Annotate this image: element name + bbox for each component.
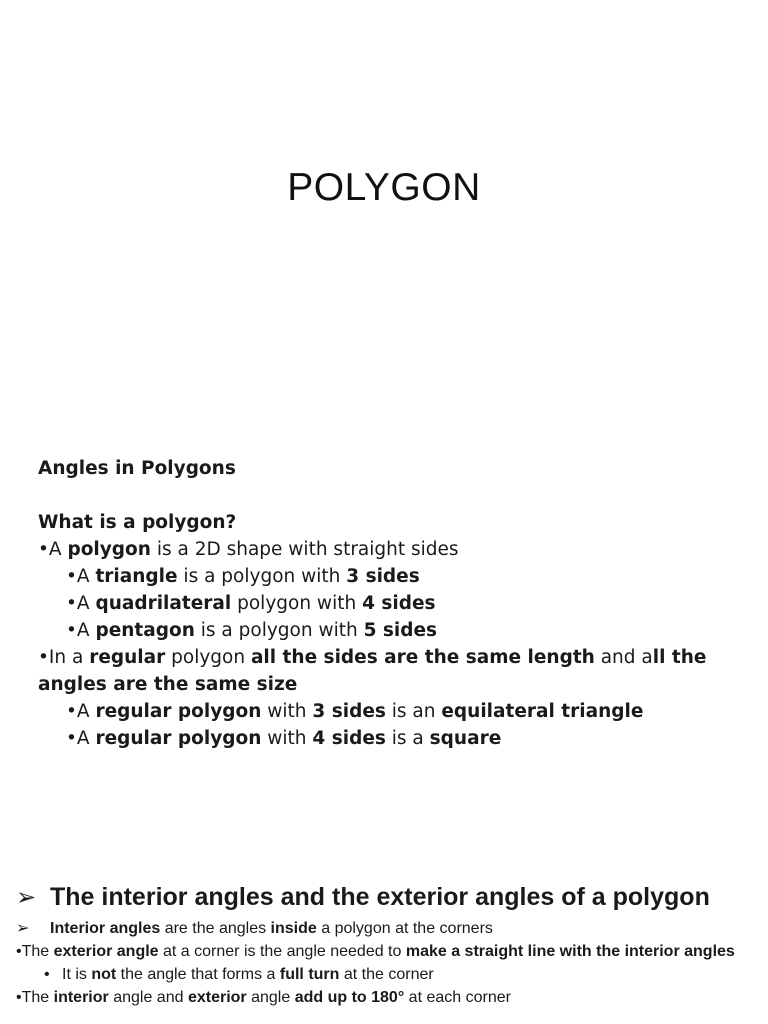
bold-text-segment: exterior angle — [53, 943, 159, 960]
text-segment: with — [261, 701, 313, 722]
bold-text-segment: interior — [53, 989, 109, 1006]
text-segment: •A — [66, 593, 96, 614]
bold-text-segment: add up to 180° — [294, 989, 405, 1006]
spacer — [38, 482, 753, 509]
bold-text-segment: 3 sides — [312, 701, 386, 722]
bold-text-segment: 3 sides — [346, 566, 420, 587]
text-segment: •A — [66, 701, 96, 722]
bold-text-segment: 5 sides — [363, 620, 438, 641]
text-segment: is a — [385, 728, 430, 749]
equilateral-triangle-line — [38, 698, 753, 725]
text-segment: is an — [385, 701, 442, 722]
text-segment: and a — [594, 647, 653, 668]
bold-text-segment: regular polygon — [95, 701, 262, 722]
text-segment: It is — [62, 966, 92, 983]
text-segment: the angle that forms a — [116, 966, 280, 983]
text-segment: is a polygon with — [194, 620, 364, 641]
angles-section — [16, 878, 756, 1009]
arrow-bullet-icon: ➢ — [16, 920, 30, 937]
arrow-bullet-icon: ➢ — [16, 884, 37, 911]
text-segment: is a polygon with — [177, 566, 347, 587]
bold-text-segment: all the sides are the same length — [250, 647, 595, 668]
bold-text-segment: inside — [270, 920, 317, 937]
bold-text-segment: 4 sides — [312, 728, 386, 749]
bold-text-segment: full turn — [279, 966, 340, 983]
bold-text-segment: regular — [89, 647, 166, 668]
text-segment: at a corner is the angle needed to — [158, 943, 406, 960]
bold-text-segment: polygon — [67, 539, 151, 560]
question-heading: What is a polygon? — [38, 512, 237, 533]
text-segment: •The — [16, 989, 54, 1006]
bold-text-segment: regular polygon — [95, 728, 262, 749]
text-segment: •A — [66, 620, 96, 641]
bold-text-segment: triangle — [95, 566, 178, 587]
pentagon-line — [38, 617, 753, 644]
bold-text-segment: quadrilateral — [95, 593, 232, 614]
angles-heading — [16, 878, 756, 917]
text-segment: •In a — [38, 647, 90, 668]
bold-text-segment: Interior angles — [50, 920, 161, 937]
square-line — [38, 725, 753, 752]
interior-angles-line — [16, 917, 756, 940]
text-segment: •The — [16, 943, 54, 960]
text-segment: polygon with — [231, 593, 363, 614]
sum-180-line — [16, 986, 756, 1009]
text-segment: at each corner — [404, 989, 511, 1006]
text-segment: •A — [66, 728, 96, 749]
angles-heading-text: The interior angles and the exterior angles of a polygon — [50, 883, 710, 911]
bold-text-segment: equilateral triangle — [441, 701, 644, 722]
text-segment: angle — [246, 989, 295, 1006]
interior-angles-text — [50, 920, 493, 937]
regular-polygon-line — [38, 644, 753, 698]
bold-text-segment: pentagon — [95, 620, 195, 641]
text-segment: •A — [66, 566, 96, 587]
text-segment: are the angles — [160, 920, 271, 937]
bold-text-segment: not — [91, 966, 117, 983]
bold-text-segment: exterior — [187, 989, 247, 1006]
quadrilateral-line — [38, 590, 753, 617]
full-turn-text — [62, 966, 434, 983]
triangle-line — [38, 563, 753, 590]
text-segment: •A — [38, 539, 68, 560]
bullet-dot-icon: • — [44, 966, 50, 983]
text-segment: at the corner — [339, 966, 434, 983]
polygon-definition-section — [38, 455, 753, 752]
text-segment: polygon — [165, 647, 251, 668]
text-segment: with — [261, 728, 313, 749]
slide-title: POLYGON — [287, 166, 481, 209]
exterior-angle-line — [16, 940, 756, 963]
bold-text-segment: 4 sides — [362, 593, 436, 614]
bold-text-segment: square — [429, 728, 502, 749]
section-heading: Angles in Polygons — [38, 458, 236, 479]
bold-text-segment: make a straight line with the interior angles — [405, 943, 735, 960]
text-segment: angle and — [108, 989, 188, 1006]
text-segment: is a 2D shape with straight sides — [150, 539, 459, 560]
text-segment: a polygon at the corners — [316, 920, 493, 937]
definition-line — [38, 536, 753, 563]
bold-text-segment: ll the angles are the same size — [38, 647, 707, 695]
full-turn-line — [16, 963, 756, 986]
